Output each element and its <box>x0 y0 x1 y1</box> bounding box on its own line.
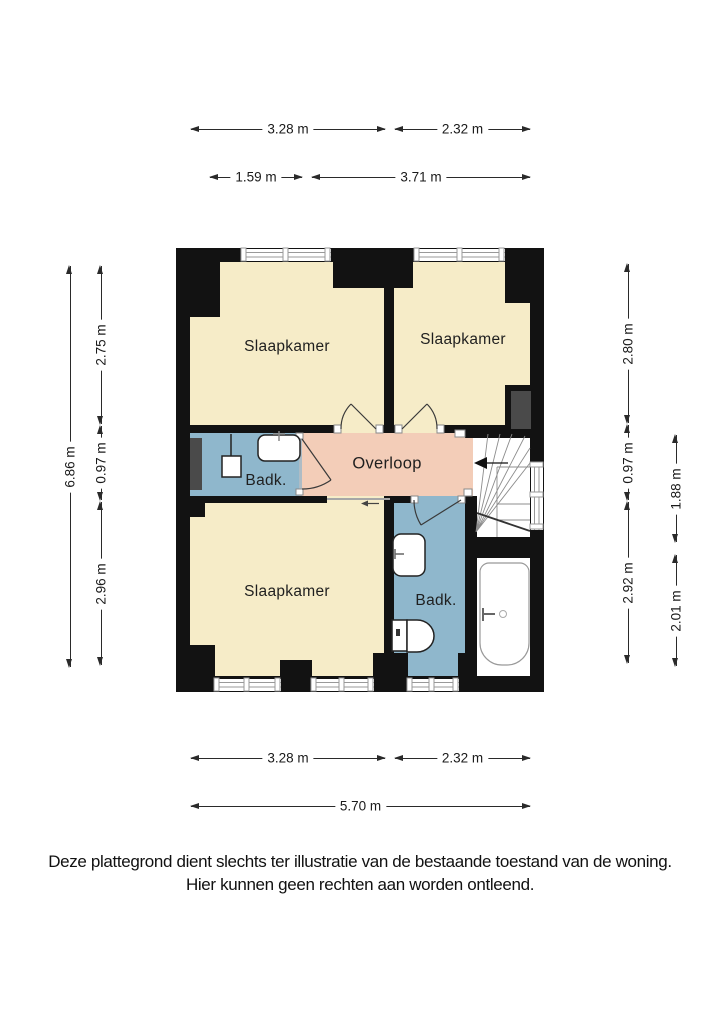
dimension-label: 3.28 m <box>262 122 313 137</box>
dimension-right-outer-bottom <box>669 554 683 667</box>
dimension-bottom-232 <box>394 751 531 765</box>
arrow-right-icon <box>377 126 386 132</box>
room-label-bedroom3: Slaapkamer <box>244 583 330 600</box>
dimension-label: 2.32 m <box>437 751 488 766</box>
arrow-right-icon <box>377 755 386 761</box>
arrow-up-icon <box>624 424 630 433</box>
dimension-right-bottom <box>621 501 635 664</box>
dimension-label: 2.80 m <box>620 318 637 369</box>
dimension-label: 3.71 m <box>395 170 446 185</box>
dimension-label: 5.70 m <box>335 799 386 814</box>
arrow-right-icon <box>522 174 531 180</box>
sink-bathroom2-icon <box>393 534 425 576</box>
dimension-label: 2.96 m <box>93 558 110 609</box>
dimension-label: 2.92 m <box>620 557 637 608</box>
dimension-label: 0.97 m <box>93 437 110 488</box>
dimension-label: 1.59 m <box>230 170 281 185</box>
arrow-right-icon <box>522 803 531 809</box>
arrow-down-icon <box>624 415 630 424</box>
disclaimer-text <box>0 850 720 896</box>
disclaimer-line2: Hier kunnen geen rechten aan worden ontleend. <box>185 875 535 894</box>
arrow-down-icon <box>66 659 72 668</box>
arrow-down-icon <box>97 657 103 666</box>
arrow-up-icon <box>97 265 103 274</box>
dimension-top-371 <box>311 170 531 184</box>
arrow-down-icon <box>97 492 103 501</box>
dimension-label: 1.88 m <box>668 463 685 514</box>
arrow-right-icon <box>294 174 303 180</box>
arrow-down-icon <box>624 492 630 501</box>
dimension-right-outer-top <box>669 434 683 543</box>
room-label-landing: Overloop <box>352 454 422 473</box>
dimension-label: 0.97 m <box>620 437 637 488</box>
arrow-up-icon <box>624 263 630 272</box>
room-label-bedroom1: Slaapkamer <box>244 338 330 355</box>
arrow-up-icon <box>672 554 678 563</box>
arrow-left-icon <box>190 803 199 809</box>
arrow-down-icon <box>97 416 103 425</box>
arrow-down-icon <box>624 655 630 664</box>
dimension-label: 6.86 m <box>62 441 79 492</box>
dimension-bottom-328 <box>190 751 386 765</box>
dimension-top-159 <box>209 170 303 184</box>
duct-right <box>511 391 531 429</box>
room-label-bathroom1: Badk. <box>245 472 287 489</box>
disclaimer-line1: Deze plattegrond dient slechts ter illustratie van de bestaande toestand van de woning. <box>48 852 672 871</box>
arrow-up-icon <box>66 265 72 274</box>
arrow-left-icon <box>190 755 199 761</box>
arrow-up-icon <box>97 501 103 510</box>
arrow-up-icon <box>97 425 103 434</box>
dimension-right-mid <box>621 424 635 501</box>
dimension-left-top <box>94 265 108 425</box>
dimension-left-mid <box>94 425 108 501</box>
dimension-top-328 <box>190 122 386 136</box>
dimension-bottom-total <box>190 799 531 813</box>
arrow-up-icon <box>672 434 678 443</box>
arrow-right-icon <box>522 126 531 132</box>
arrow-left-icon <box>394 126 403 132</box>
arrow-down-icon <box>672 534 678 543</box>
duct-left <box>190 438 202 490</box>
dimension-left-bottom <box>94 501 108 666</box>
room-label-bathroom2: Badk. <box>415 592 457 609</box>
room-label-bedroom2: Slaapkamer <box>420 331 506 348</box>
dimension-top-232 <box>394 122 531 136</box>
arrow-left-icon <box>190 126 199 132</box>
arrow-down-icon <box>672 658 678 667</box>
arrow-left-icon <box>394 755 403 761</box>
arrow-left-icon <box>209 174 218 180</box>
dimension-left-total <box>63 265 77 668</box>
dimension-right-top <box>621 263 635 424</box>
dimension-label: 2.01 m <box>668 585 685 636</box>
arrow-up-icon <box>624 501 630 510</box>
toilet-cistern-icon <box>222 456 241 477</box>
dimension-label: 2.32 m <box>437 122 488 137</box>
dimension-label: 3.28 m <box>262 751 313 766</box>
arrow-left-icon <box>311 174 320 180</box>
arrow-right-icon <box>522 755 531 761</box>
dimension-label: 2.75 m <box>93 319 110 370</box>
